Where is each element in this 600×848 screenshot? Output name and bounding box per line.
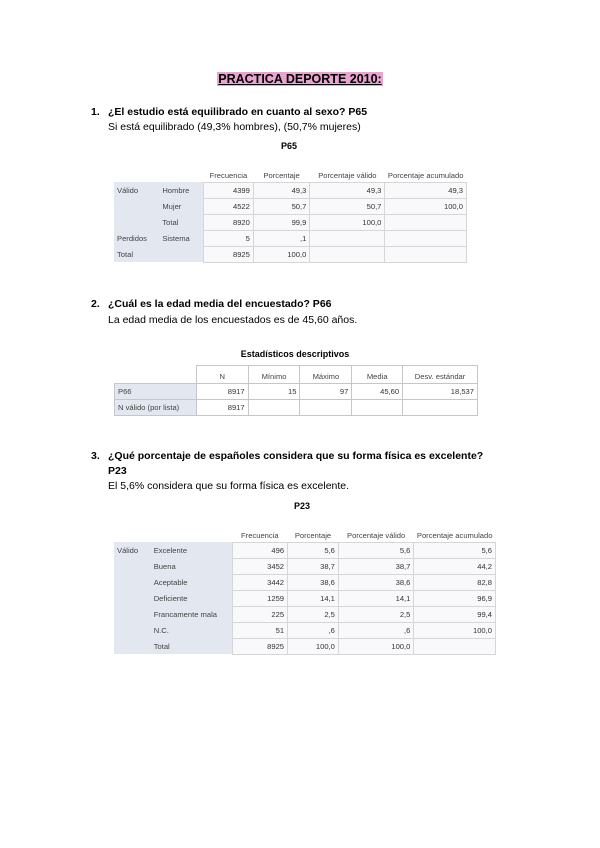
table-cell: ,1 [253, 230, 309, 246]
p65-frequency-table [114, 155, 467, 263]
question-1-answer: Si está equilibrado (49,3% hombres), (50,7% mujeres) [108, 121, 361, 133]
table-cell: 50,7 [253, 198, 309, 214]
table-cell: 8917 [196, 400, 248, 416]
row-label: Buena [151, 558, 232, 574]
col-header: Porcentaje acumulado [416, 530, 493, 540]
table-cell: 100,0 [414, 622, 496, 638]
table-cell [403, 400, 478, 416]
p23-table-title: P23 [293, 501, 310, 511]
row-label: N.C. [151, 622, 232, 638]
table-cell: 82,8 [414, 574, 496, 590]
table-cell: 100,0 [288, 638, 339, 654]
col-header: Porcentaje válido [347, 530, 406, 540]
table-cell: 8925 [204, 246, 254, 262]
table-cell: 8920 [204, 214, 254, 230]
table-cell: 49,3 [385, 182, 467, 198]
table-cell: 44,2 [414, 558, 496, 574]
row-group [114, 214, 159, 230]
col-header: N [196, 366, 248, 384]
table-cell [385, 214, 467, 230]
table-row [115, 400, 478, 416]
row-label: Sistema [159, 230, 203, 246]
table-row [114, 214, 467, 230]
table-cell [385, 230, 467, 246]
question-3-code: P23 [108, 465, 127, 477]
row-label: Deficiente [151, 590, 232, 606]
table-cell: 38,7 [338, 558, 413, 574]
table-cell: 5,6 [414, 542, 496, 558]
table-cell: ,6 [288, 622, 339, 638]
table-row [114, 542, 496, 558]
col-header: Desv. estándar [403, 366, 478, 384]
question-2-answer: La edad media de los encuestados es de 45,60 años. [108, 314, 358, 326]
table-cell: 2,5 [338, 606, 413, 622]
table-cell: 5,6 [288, 542, 339, 558]
table-row [114, 558, 496, 574]
table-cell: 8925 [232, 638, 287, 654]
question-3-answer: El 5,6% considera que su forma física es excelente. [108, 480, 350, 492]
table-cell [414, 638, 496, 654]
table-cell [248, 400, 300, 416]
question-2-text: ¿Cuál es la edad media del encuestado? P66 [108, 298, 332, 310]
table-cell: 38,6 [338, 574, 413, 590]
table-cell: 1259 [232, 590, 287, 606]
row-label: Francamente mala [151, 606, 232, 622]
col-header: Máximo [300, 366, 352, 384]
col-header: Media [352, 366, 403, 384]
table-cell: 99,4 [414, 606, 496, 622]
table-cell [352, 400, 403, 416]
table-cell: 100,0 [338, 638, 413, 654]
table-cell: 18,537 [403, 384, 478, 400]
table-cell: 14,1 [338, 590, 413, 606]
table-row [114, 622, 496, 638]
row-label: Total [151, 638, 232, 654]
table-cell: 49,3 [310, 182, 385, 198]
row-label: P66 [115, 384, 197, 400]
col-header: Porcentaje [294, 530, 332, 540]
table-cell: 38,6 [288, 574, 339, 590]
table-cell: 38,7 [288, 558, 339, 574]
row-group: Total [114, 246, 159, 262]
question-2-number: 2. [91, 298, 100, 310]
table-cell: 45,60 [352, 384, 403, 400]
table-cell: 225 [232, 606, 287, 622]
table-row [114, 182, 467, 198]
row-label: N válido (por lista) [115, 400, 197, 416]
col-header: Porcentaje [263, 170, 300, 180]
table-cell [310, 230, 385, 246]
table-cell: 3442 [232, 574, 287, 590]
descriptives-table-title: Estadísticos descriptivos [240, 349, 350, 359]
row-group: Válido [114, 542, 151, 558]
table-row [114, 230, 467, 246]
table-cell [385, 246, 467, 262]
table-cell: 15 [248, 384, 300, 400]
table-row [114, 590, 496, 606]
p23-frequency-table [114, 515, 496, 655]
table-cell: 3452 [232, 558, 287, 574]
question-3-text: ¿Qué porcentaje de españoles considera que su forma física es excelente? [108, 450, 484, 462]
col-header: Porcentaje acumulado [387, 170, 464, 180]
col-header: Frecuencia [241, 530, 279, 540]
col-header: Mínimo [248, 366, 300, 384]
table-cell: 4522 [204, 198, 254, 214]
p65-table-title: P65 [280, 141, 297, 151]
table-cell: 51 [232, 622, 287, 638]
row-label: Aceptable [151, 574, 232, 590]
row-group [114, 198, 159, 214]
row-label: Excelente [151, 542, 232, 558]
table-cell: 49,3 [253, 182, 309, 198]
table-cell: 97 [300, 384, 352, 400]
row-label: Total [159, 214, 203, 230]
table-cell: 496 [232, 542, 287, 558]
table-cell: 100,0 [253, 246, 309, 262]
col-header: Porcentaje válido [318, 170, 377, 180]
table-row [114, 606, 496, 622]
descriptives-table [114, 365, 478, 416]
row-label: Hombre [159, 182, 203, 198]
table-cell: 14,1 [288, 590, 339, 606]
table-cell: 96,9 [414, 590, 496, 606]
row-label [159, 246, 203, 262]
table-cell: 100,0 [310, 214, 385, 230]
row-label: Mujer [159, 198, 203, 214]
table-cell: ,6 [338, 622, 413, 638]
row-group: Válido [114, 182, 159, 198]
table-cell: 50,7 [310, 198, 385, 214]
table-row [114, 638, 496, 654]
table-row [114, 574, 496, 590]
row-group: Perdidos [114, 230, 159, 246]
table-cell: 100,0 [385, 198, 467, 214]
table-cell: 4399 [204, 182, 254, 198]
table-row [115, 384, 478, 400]
table-cell: 99,9 [253, 214, 309, 230]
table-cell: 5 [204, 230, 254, 246]
table-cell: 2,5 [288, 606, 339, 622]
table-row [114, 198, 467, 214]
table-cell: 8917 [196, 384, 248, 400]
table-cell: 5,6 [338, 542, 413, 558]
table-cell [300, 400, 352, 416]
col-header: Frecuencia [209, 170, 248, 180]
question-1-text: ¿El estudio está equilibrado en cuanto al sexo? P65 [108, 106, 368, 118]
table-row [114, 246, 467, 262]
page-title: PRACTICA DEPORTE 2010: [218, 72, 382, 86]
question-3-number: 3. [91, 450, 100, 462]
table-cell [310, 246, 385, 262]
question-1-number: 1. [91, 106, 100, 118]
